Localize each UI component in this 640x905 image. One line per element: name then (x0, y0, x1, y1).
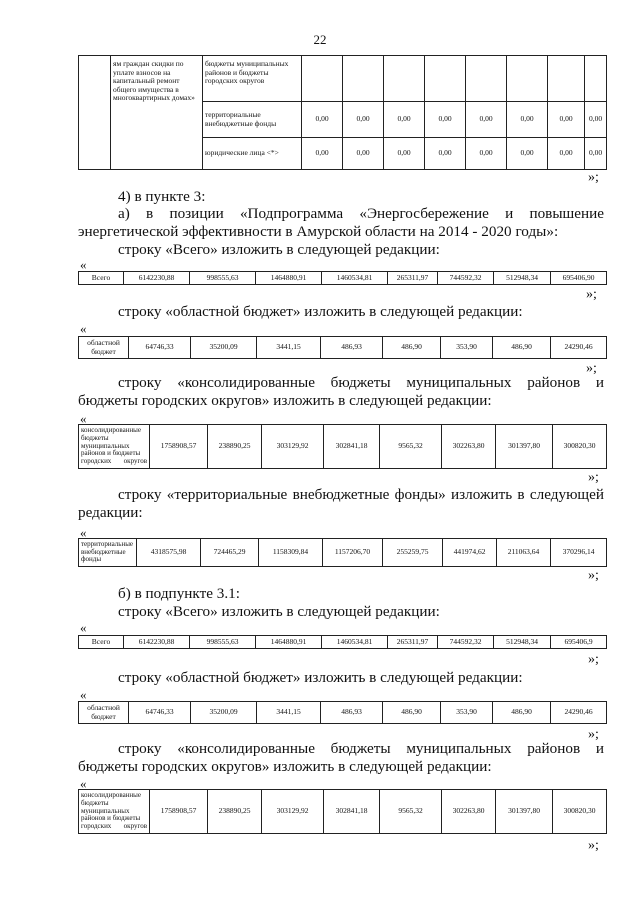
value-cell: 303129,92 (262, 790, 324, 834)
instruction-oblast: строку «областной бюджет» изложить в следующей редакции: (118, 303, 523, 320)
value-cell: 0,00 (425, 138, 466, 170)
value-cell: 486,90 (493, 702, 551, 724)
value-cell: 3441,15 (257, 337, 321, 359)
opening-quote: « (80, 321, 87, 336)
instruction-territorial: строку «территориальные внебюджетные фонды» изложить в следующей редакции: (78, 486, 604, 521)
value-cell: 301397,80 (496, 425, 553, 469)
value-cell: 1758908,57 (150, 425, 208, 469)
value-cell: 486,93 (321, 702, 383, 724)
value-cell: 486,93 (321, 337, 383, 359)
opening-quote: « (80, 620, 87, 635)
value-cell: 0,00 (585, 102, 607, 138)
paragraph-4: 4) в пункте 3: (118, 188, 206, 205)
value-cell: 744592,32 (438, 636, 494, 649)
value-cell: 24290,46 (551, 337, 607, 359)
empty-cell (79, 56, 111, 170)
row-table-konsolid (78, 424, 607, 469)
value-cell: 1157206,70 (323, 539, 383, 567)
closing-quote: »; (588, 470, 599, 485)
value-cell: 998555,63 (190, 636, 256, 649)
value-cell: 724465,29 (201, 539, 259, 567)
paragraph-b: б) в подпункте 3.1: (118, 585, 240, 602)
value-cell (585, 56, 607, 102)
value-cell: 238890,25 (208, 790, 262, 834)
row-label: территориальные внебюджетные фонды (79, 539, 137, 567)
value-cell: 0,00 (548, 102, 585, 138)
row-label: Всего (79, 636, 124, 649)
closing-quote: »; (588, 727, 599, 742)
value-cell: 0,00 (384, 138, 425, 170)
value-cell: 486,90 (493, 337, 551, 359)
row-label: консолидированные бюджеты муниципальных районов и бюджеты городских округов (79, 790, 150, 834)
value-cell (343, 56, 384, 102)
row-label: юридические лица <*> (203, 138, 302, 170)
value-cell: 35200,09 (191, 337, 257, 359)
value-cell: 0,00 (343, 138, 384, 170)
value-cell: 238890,25 (208, 425, 262, 469)
closing-quote: »; (588, 652, 599, 667)
value-cell: 64746,33 (129, 337, 191, 359)
opening-quote: « (80, 687, 87, 702)
row-label: Всего (79, 272, 124, 285)
value-cell: 512948,34 (494, 272, 551, 285)
value-cell (507, 56, 548, 102)
opening-quote: « (80, 525, 87, 540)
value-cell (384, 56, 425, 102)
row-table-territorial (78, 538, 607, 567)
value-cell (425, 56, 466, 102)
row-table-vsego (78, 271, 607, 285)
value-cell: 0,00 (302, 138, 343, 170)
closing-quote: »; (588, 838, 599, 853)
value-cell: 1460534,81 (322, 272, 388, 285)
value-cell: 486,90 (383, 337, 441, 359)
value-cell: 24290,46 (551, 702, 607, 724)
closing-quote: »; (586, 361, 597, 376)
value-cell (548, 56, 585, 102)
value-cell: 0,00 (302, 102, 343, 138)
instruction-konsolid-2: строку «консолидированные бюджеты муниципальных районов и бюджеты городских округов» изложить в следующей редакции: (78, 740, 604, 775)
instruction-oblast-2: строку «областной бюджет» изложить в следующей редакции: (118, 669, 523, 686)
value-cell: 1158309,84 (259, 539, 323, 567)
value-cell: 441974,62 (443, 539, 497, 567)
value-cell: 9565,32 (380, 790, 442, 834)
value-cell: 300820,30 (553, 790, 607, 834)
continuation-table (78, 55, 607, 170)
row-label: областной бюджет (79, 337, 129, 359)
value-cell: 1460534,81 (322, 636, 388, 649)
value-cell: 1758908,57 (150, 790, 208, 834)
row-label: областной бюджет (79, 702, 129, 724)
value-cell: 211063,64 (497, 539, 551, 567)
value-cell: 0,00 (507, 138, 548, 170)
closing-quote: »; (586, 287, 597, 302)
value-cell: 695406,90 (551, 272, 607, 285)
value-cell: 302263,80 (442, 425, 496, 469)
row-table-oblast (78, 336, 607, 359)
value-cell: 265311,97 (388, 272, 438, 285)
value-cell: 302841,18 (324, 790, 380, 834)
value-cell: 1464880,91 (256, 636, 322, 649)
value-cell: 6142230,88 (124, 636, 190, 649)
value-cell (302, 56, 343, 102)
instruction-konsolid: строку «консолидированные бюджеты муниципальных районов и бюджеты городских округов» изложить в следующей редакции: (78, 374, 604, 409)
paragraph-a: а) в позиции «Подпрограмма «Энергосбережение и повышение энергетической эффективности в Амурской области на 2014 - 2020 годы»: (78, 205, 604, 240)
opening-quote: « (80, 411, 87, 426)
value-cell: 6142230,88 (124, 272, 190, 285)
value-cell: 998555,63 (190, 272, 256, 285)
value-cell: 353,90 (441, 702, 493, 724)
instruction-vsego-2: строку «Всего» изложить в следующей редакции: (118, 603, 440, 620)
value-cell: 3441,15 (257, 702, 321, 724)
value-cell: 0,00 (466, 102, 507, 138)
value-cell: 300820,30 (553, 425, 607, 469)
value-cell: 486,90 (383, 702, 441, 724)
value-cell: 0,00 (507, 102, 548, 138)
value-cell: 0,00 (548, 138, 585, 170)
closing-quote: »; (588, 170, 599, 185)
instruction-vsego: строку «Всего» изложить в следующей редакции: (118, 241, 440, 258)
value-cell: 9565,32 (380, 425, 442, 469)
value-cell: 0,00 (425, 102, 466, 138)
row-label: территориальные внебюджетные фонды (203, 102, 302, 138)
value-cell (466, 56, 507, 102)
opening-quote: « (80, 776, 87, 791)
row-label: консолидированные бюджеты муниципальных районов и бюджеты городских округов (79, 425, 150, 469)
row-label: бюджеты муниципальных районов и бюджеты городских округов (203, 56, 302, 102)
row-table-konsolid-2 (78, 789, 607, 834)
opening-quote: « (80, 257, 87, 272)
value-cell: 0,00 (585, 138, 607, 170)
row-table-oblast-2 (78, 701, 607, 724)
value-cell: 265311,97 (388, 636, 438, 649)
value-cell: 0,00 (384, 102, 425, 138)
page-number: 22 (313, 32, 327, 47)
value-cell: 301397,80 (496, 790, 553, 834)
value-cell: 695406,9 (551, 636, 607, 649)
value-cell: 64746,33 (129, 702, 191, 724)
value-cell: 35200,09 (191, 702, 257, 724)
value-cell: 0,00 (466, 138, 507, 170)
value-cell: 512948,34 (494, 636, 551, 649)
value-cell: 370296,14 (551, 539, 607, 567)
closing-quote: »; (588, 568, 599, 583)
value-cell: 302841,18 (324, 425, 380, 469)
value-cell: 303129,92 (262, 425, 324, 469)
value-cell: 4318575,98 (137, 539, 201, 567)
value-cell: 1464880,91 (256, 272, 322, 285)
value-cell: 744592,32 (438, 272, 494, 285)
measure-name-cell: ям граждан скидки по уплате взносов на капитальный ремонт общего имущества в многоквартирных домах» (111, 56, 203, 170)
value-cell: 353,90 (441, 337, 493, 359)
row-table-vsego-2 (78, 635, 607, 649)
value-cell: 0,00 (343, 102, 384, 138)
value-cell: 302263,80 (442, 790, 496, 834)
value-cell: 255259,75 (383, 539, 443, 567)
